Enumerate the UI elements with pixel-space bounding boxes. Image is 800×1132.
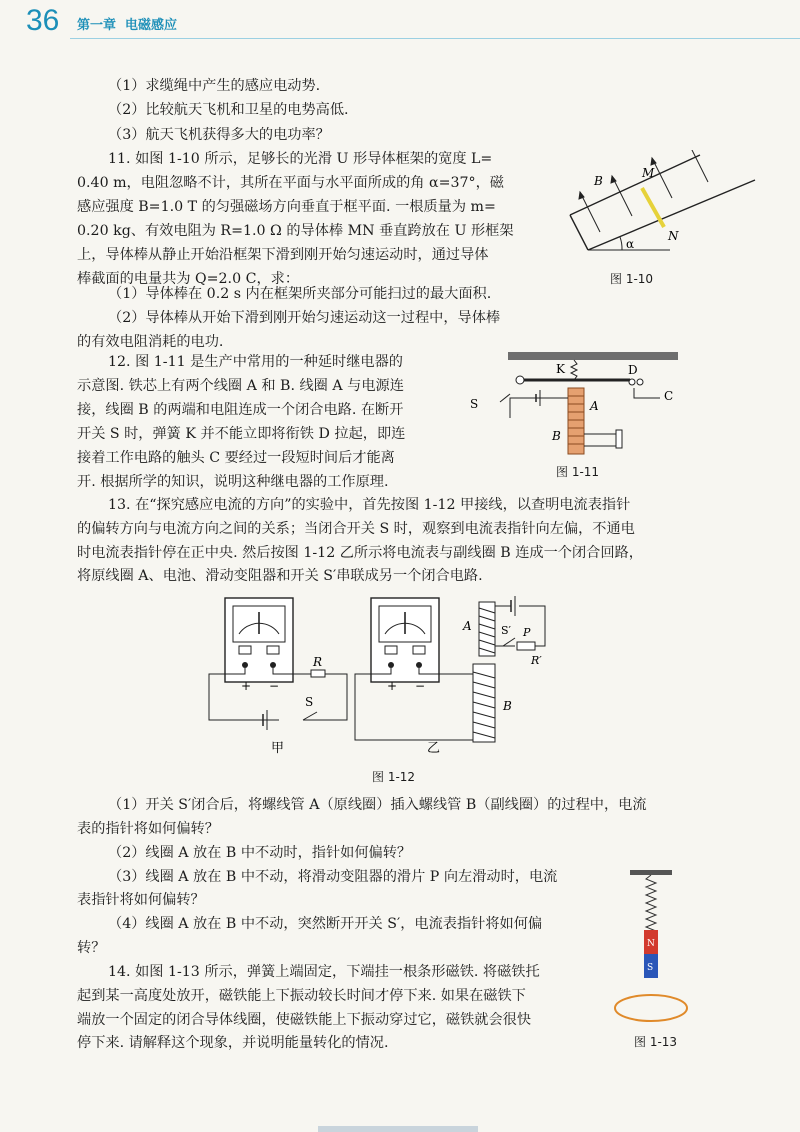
text-line: 停下来. 请解释这个现象，并说明能量转化的情况. xyxy=(77,1035,389,1051)
resistor-label-r: R xyxy=(313,655,323,669)
angle-arc xyxy=(620,237,622,250)
text-line: 棒截面的电量共为 Q=2.0 C，求： xyxy=(77,271,300,287)
text-line: （4）线圈 A 放在 B 中不动，突然断开开关 S′，电流表指针将如何偏 xyxy=(108,916,543,932)
alpha-label: α xyxy=(626,237,635,251)
label-yi: 乙 xyxy=(427,741,441,756)
label-jia: 甲 xyxy=(271,741,285,756)
text-line: （1）导体棒在 0.2 s 内在框架所夹部分可能扫过的最大面积. xyxy=(108,286,492,302)
rheostat-r-prime xyxy=(517,642,535,650)
frame-end xyxy=(570,215,588,250)
field-label-b: B xyxy=(594,174,603,188)
text-line: 0.20 kg、有效电阻为 R=1.0 Ω 的导体棒 MN 垂直跨放在 U 形框架 xyxy=(77,223,514,239)
figure-caption-1-11: 图 1-11 xyxy=(556,465,600,479)
coil-label-b: B xyxy=(552,429,561,443)
spring-label-k: K xyxy=(556,362,565,376)
text-line: （2）线圈 A 放在 B 中不动时，指针如何偏转？ xyxy=(108,845,412,861)
terminal-plus-yi: + xyxy=(387,679,398,693)
text-line: 11. 如图 1-10 所示，足够长的光滑 U 形导体框架的宽度 L= xyxy=(108,151,493,167)
text-line: 接，线圈 B 的两端和电阻连成一个闭合电路. 在断开 xyxy=(77,402,404,418)
text-line: （1）求缆绳中产生的感应电动势. xyxy=(108,78,321,94)
pole-label-s: S xyxy=(647,963,654,973)
chapter-title: 第一章 电磁感应 xyxy=(77,18,178,33)
spring xyxy=(646,875,656,939)
conducting-ring xyxy=(615,995,687,1021)
pole-label-n: N xyxy=(647,939,655,949)
galvanometer-yi xyxy=(371,598,439,682)
text-line: （1）开关 S′闭合后，将螺线管 A（原线圈）插入螺线管 B（副线圈）的过程中，电流 xyxy=(108,797,647,813)
text-line: 接着工作电路的触头 C 要经过一段短时间后才能离 xyxy=(77,450,395,466)
coil-label-b: B xyxy=(503,699,512,713)
terminal-minus-yi: − xyxy=(415,679,426,693)
frame-rail-top xyxy=(570,155,700,215)
text-line: 时电流表指针停在正中央. 然后按图 1-12 乙所示将电流表与副线圈 B 连成一个闭合回路， xyxy=(77,545,643,561)
mount-plate xyxy=(508,352,678,360)
point-label-n: N xyxy=(668,229,679,243)
switch-label-s: S xyxy=(470,397,479,411)
galvanometer-jia xyxy=(225,598,293,682)
text-line: 开关 S 时，弹簧 K 并不能立即将衔铁 D 拉起，即连 xyxy=(77,426,406,442)
header-rule xyxy=(70,38,800,39)
figure-1-12 xyxy=(205,590,565,768)
terminal-plus-jia: + xyxy=(241,679,252,693)
contact-wire xyxy=(634,388,660,398)
resistor-circuit xyxy=(584,434,620,446)
power-circuit xyxy=(510,398,568,418)
figure-1-10 xyxy=(560,150,770,265)
text-line: 13. 在“探究感应电流的方向”的实验中，首先按图 1-12 甲接线，以查明电流表指针 xyxy=(108,497,631,513)
text-line: 表指针将如何偏转？ xyxy=(77,892,205,908)
text-line: 开. 根据所学的知识，说明这种继电器的工作原理. xyxy=(77,474,389,490)
switch-s-prime xyxy=(503,638,515,646)
text-line: 起到某一高度处放开，磁铁能上下振动较长时间才停下来. 如果在磁铁下 xyxy=(77,988,526,1004)
page-number: 36 xyxy=(26,4,60,37)
text-line: 12. 图 1-11 是生产中常用的一种延时继电器的 xyxy=(108,354,403,370)
resistor xyxy=(616,430,622,448)
text-line: 示意图. 铁芯上有两个线圈 A 和 B. 线圈 A 与电源连 xyxy=(77,378,404,394)
ceiling-mount xyxy=(630,870,672,875)
switch-label-s: S xyxy=(305,695,314,709)
text-line: 端放一个固定的闭合导体线圈，使磁铁能上下振动穿过它，磁铁就会很快 xyxy=(77,1012,532,1028)
page-footer-bar xyxy=(318,1126,478,1132)
figure-caption-1-10: 图 1-10 xyxy=(610,272,654,286)
point-label-m: M xyxy=(642,166,655,180)
text-line: 感应强度 B=1.0 T 的匀强磁场方向垂直于框平面. 一根质量为 m= xyxy=(77,199,496,215)
text-line: 转？ xyxy=(77,940,106,956)
text-line: 的有效电阻消耗的电功. xyxy=(77,334,224,350)
text-line: （3）线圈 A 放在 B 中不动，将滑动变阻器的滑片 P 向左滑动时，电流 xyxy=(108,869,558,885)
text-line: （2）比较航天飞机和卫星的电势高低. xyxy=(108,102,349,118)
resistor-r xyxy=(311,670,325,677)
contact-label-c: C xyxy=(664,389,674,403)
figure-1-11 xyxy=(470,350,690,458)
spring-k xyxy=(571,360,577,380)
armature-label-d: D xyxy=(628,363,638,377)
switch-s-jia xyxy=(303,712,317,720)
text-line: 的偏转方向与电流方向之间的关系；当闭合开关 S 时，观察到电流表指针向左偏，不通电 xyxy=(77,521,635,537)
coil-label-a: A xyxy=(463,619,472,633)
conductor-bar-mn xyxy=(642,188,664,227)
figure-caption-1-12: 图 1-12 xyxy=(372,770,416,784)
slider-label-p: P xyxy=(523,626,531,639)
text-line: 将原线圈 A、电池、滑动变阻器和开关 S′串联成另一个闭合电路. xyxy=(77,568,483,584)
coil-label-a: A xyxy=(590,399,599,413)
terminal-minus-jia: − xyxy=(269,679,280,693)
text-line: （2）导体棒从开始下滑到刚开始匀速运动这一过程中，导体棒 xyxy=(108,310,501,326)
text-line: 表的指针将如何偏转？ xyxy=(77,821,219,837)
rheostat-label-r-prime: R′ xyxy=(531,654,542,667)
figure-1-13 xyxy=(608,870,698,1030)
contact-c xyxy=(629,379,635,385)
text-line: （3）航天飞机获得多大的电功率？ xyxy=(108,127,330,143)
page-header xyxy=(0,0,800,46)
text-line: 14. 如图 1-13 所示，弹簧上端固定，下端挂一根条形磁铁. 将磁铁托 xyxy=(108,964,540,980)
figure-caption-1-13: 图 1-13 xyxy=(634,1035,678,1049)
text-line: 上，导体棒从静止开始沿框架下滑到刚开始匀速运动时，通过导体 xyxy=(77,247,489,263)
pivot xyxy=(516,376,524,384)
text-line: 0.40 m，电阻忽略不计，其所在平面与水平面所成的角 α=37°，磁 xyxy=(77,175,504,191)
switch-label-s-prime: S′ xyxy=(501,624,512,637)
